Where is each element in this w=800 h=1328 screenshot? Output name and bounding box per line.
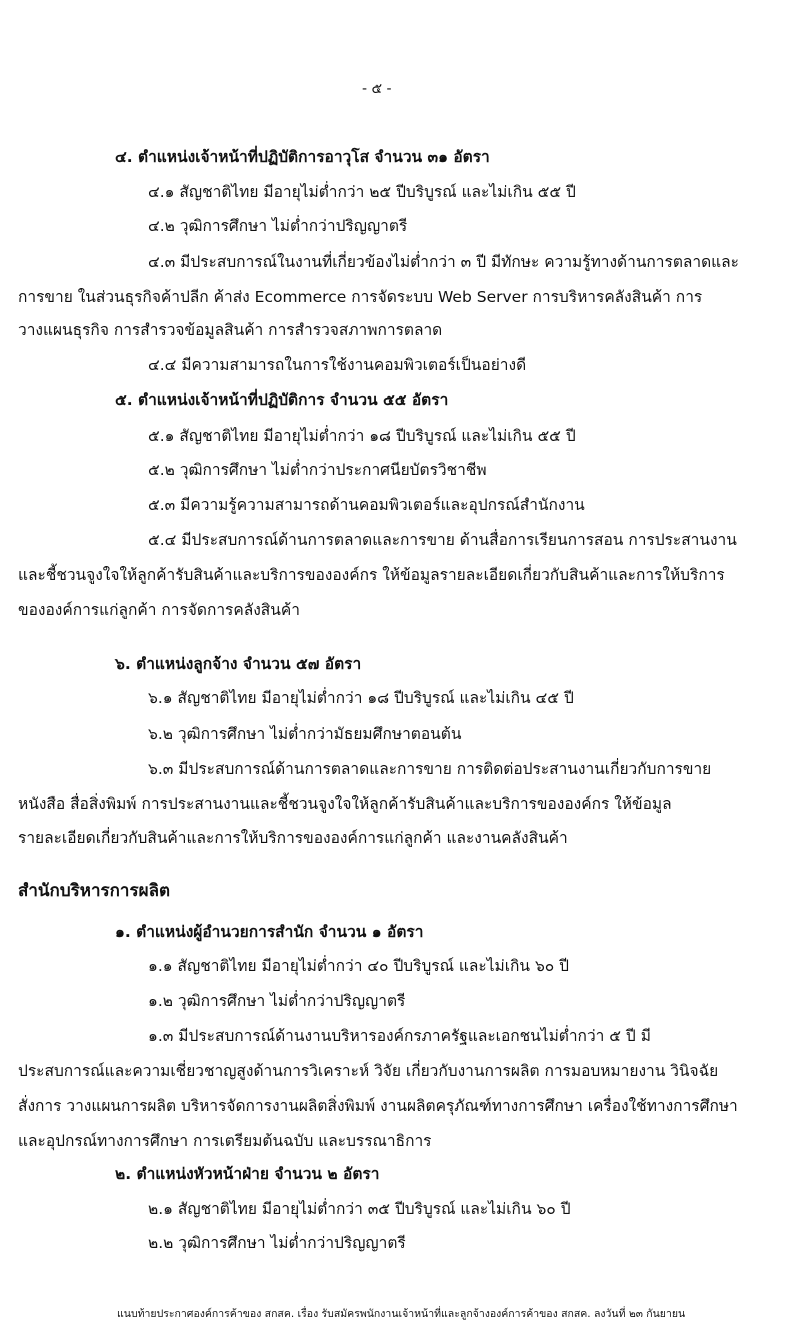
item-1-1: ๑.๑ สัญชาติไทย มีอายุไม่ต่ำกว่า ๔๐ ปีบริบูรณ์ และไม่เกิน ๖๐ ปี <box>148 957 570 975</box>
office-item-1-title: ๑. ตำแหน่งผู้อำนวยการสำนัก จำนวน ๑ อัตรา <box>115 923 424 941</box>
item-1-3-line-1: ๑.๓ มีประสบการณ์ด้านงานบริหารองค์กรภาครัฐและเอกชนไม่ต่ำกว่า ๕ ปี มี <box>148 1027 651 1045</box>
item-5-1: ๕.๑ สัญชาติไทย มีอายุไม่ต่ำกว่า ๑๘ ปีบริบูรณ์ และไม่เกิน ๕๕ ปี <box>148 427 576 445</box>
item-4-3-line-2: การขาย ในส่วนธุรกิจค้าปลีก ค้าส่ง Ecommerce การจัดระบบ Web Server การบริหารคลังสินค้า การ <box>18 288 703 306</box>
section-4-title: ๔. ตำแหน่งเจ้าหน้าที่ปฏิบัติการอาวุโส จำนวน ๓๑ อัตรา <box>115 148 490 166</box>
item-5-4-line-2: และชี้ชวนจูงใจให้ลูกค้ารับสินค้าและบริการขององค์กร ให้ข้อมูลรายละเอียดเกี่ยวกับสินค้าและการให้บริการ <box>18 566 725 584</box>
item-1-2: ๑.๒ วุฒิการศึกษา ไม่ต่ำกว่าปริญญาตรี <box>148 992 406 1010</box>
item-4-3-line-3: วางแผนธุรกิจ การสำรวจข้อมูลสินค้า การสำรวจสภาพการตลาด <box>18 321 443 339</box>
office-heading: สำนักบริหารการผลิต <box>18 881 171 901</box>
item-2-1: ๒.๑ สัญชาติไทย มีอายุไม่ต่ำกว่า ๓๕ ปีบริบูรณ์ และไม่เกิน ๖๐ ปี <box>148 1200 571 1218</box>
item-5-4-line-3: ขององค์การแก่ลูกค้า การจัดการคลังสินค้า <box>18 601 300 619</box>
item-4-1: ๔.๑ สัญชาติไทย มีอายุไม่ต่ำกว่า ๒๕ ปีบริบูรณ์ และไม่เกิน ๕๕ ปี <box>148 183 576 201</box>
item-6-3-line-1: ๖.๓ มีประสบการณ์ด้านการตลาดและการขาย การติดต่อประสานงานเกี่ยวกับการขาย <box>148 760 712 778</box>
item-1-3-line-3: สั่งการ วางแผนการผลิต บริหารจัดการงานผลิตสิ่งพิมพ์ งานผลิตครุภัณฑ์ทางการศึกษา เครื่องใช้ทางการศึกษา <box>18 1097 738 1115</box>
office-item-2-title: ๒. ตำแหน่งหัวหน้าฝ่าย จำนวน ๒ อัตรา <box>115 1165 380 1183</box>
item-5-3: ๕.๓ มีความรู้ความสามารถด้านคอมพิวเตอร์และอุปกรณ์สำนักงาน <box>148 496 585 514</box>
item-6-1: ๖.๑ สัญชาติไทย มีอายุไม่ต่ำกว่า ๑๘ ปีบริบูรณ์ และไม่เกิน ๔๕ ปี <box>148 689 574 707</box>
page-number: - ๕ - <box>362 81 392 97</box>
item-4-2: ๔.๒ วุฒิการศึกษา ไม่ต่ำกว่าปริญญาตรี <box>148 217 408 235</box>
item-5-4-line-1: ๕.๔ มีประสบการณ์ด้านการตลาดและการขาย ด้านสื่อการเรียนการสอน การประสานงาน <box>148 531 737 549</box>
item-5-2: ๕.๒ วุฒิการศึกษา ไม่ต่ำกว่าประกาศนียบัตรวิชาชีพ <box>148 461 487 479</box>
section-6-title: ๖. ตำแหน่งลูกจ้าง จำนวน ๕๗ อัตรา <box>115 655 362 673</box>
item-6-2: ๖.๒ วุฒิการศึกษา ไม่ต่ำกว่ามัธยมศึกษาตอนต้น <box>148 725 462 743</box>
item-2-2: ๒.๒ วุฒิการศึกษา ไม่ต่ำกว่าปริญญาตรี <box>148 1234 406 1252</box>
item-6-3-line-2: หนังสือ สื่อสิ่งพิมพ์ การประสานงานและชี้ชวนจูงใจให้ลูกค้ารับสินค้าและบริการขององค์กร ให้ข้อมูล <box>18 795 672 813</box>
section-5-title: ๕. ตำแหน่งเจ้าหน้าที่ปฏิบัติการ จำนวน ๕๕ อัตรา <box>115 391 449 409</box>
item-1-3-line-4: และอุปกรณ์ทางการศึกษา การเตรียมต้นฉบับ และบรรณาธิการ <box>18 1132 432 1150</box>
item-6-3-line-3: รายละเอียดเกี่ยวกับสินค้าและการให้บริการขององค์การแก่ลูกค้า และงานคลังสินค้า <box>18 829 568 847</box>
item-4-4: ๔.๔ มีความสามารถในการใช้งานคอมพิวเตอร์เป็นอย่างดี <box>148 356 527 374</box>
item-4-3-line-1: ๔.๓ มีประสบการณ์ในงานที่เกี่ยวข้องไม่ต่ำกว่า ๓ ปี มีทักษะ ความรู้ทางด้านการตลาดและ <box>148 253 739 271</box>
item-1-3-line-2: ประสบการณ์และความเชี่ยวชาญสูงด้านการวิเคราะห์ วิจัย เกี่ยวกับงานการผลิต การมอบหมายงาน วินิจฉัย <box>18 1062 719 1080</box>
footer-note: แนบท้ายประกาศองค์การค้าของ สกสค. เรื่อง รับสมัครพนักงานเจ้าหน้าที่และลูกจ้างองค์การค้าของ สกสค. ลงวันที่ ๒๓ กันยายน <box>117 1308 686 1320</box>
